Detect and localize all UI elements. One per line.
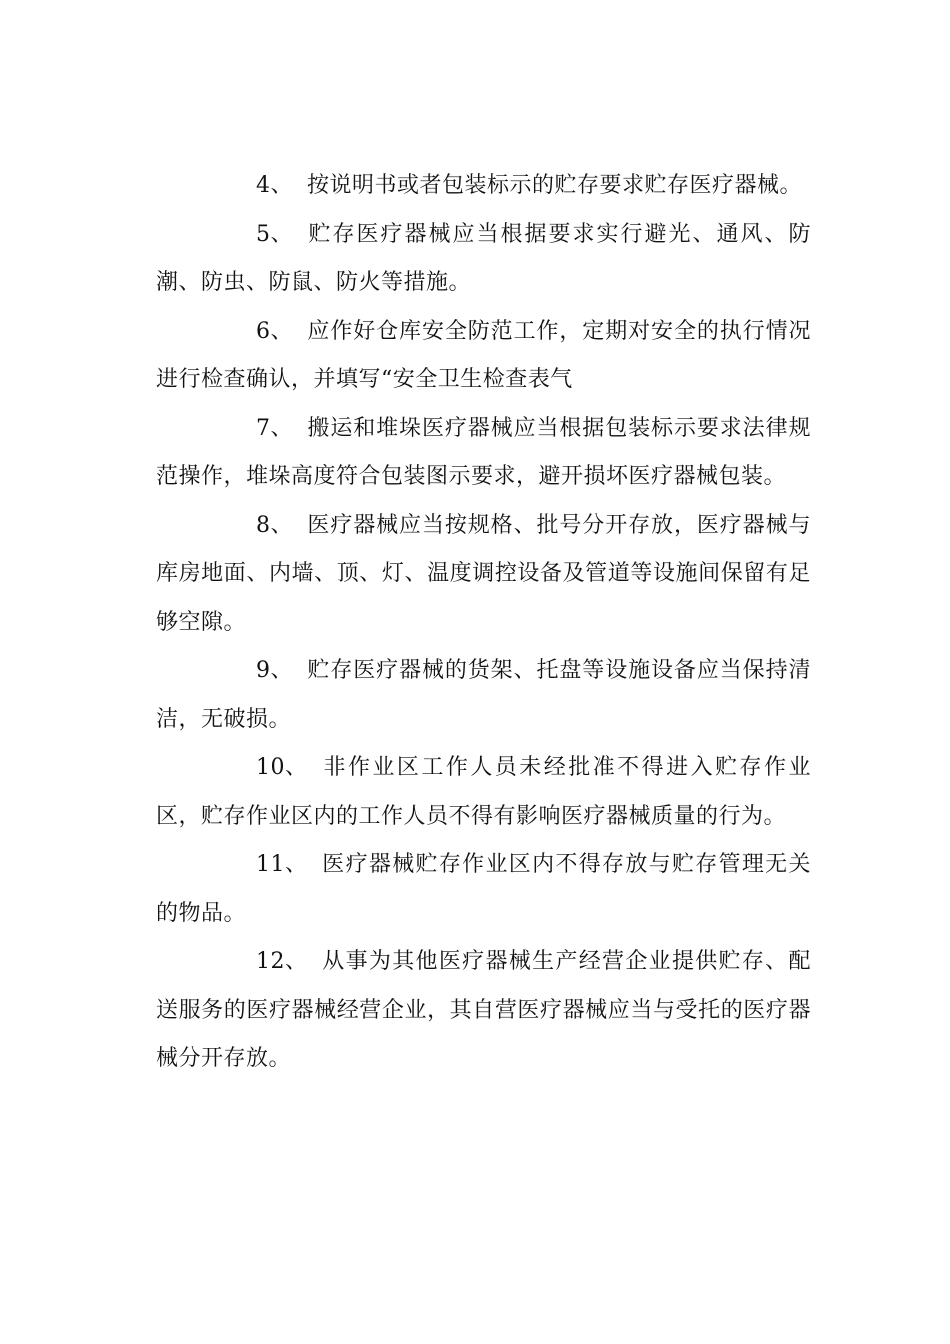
item-text: 从事为其他医疗器械生产经营企业提供贮存、配送服务的医疗器械经营企业，其自营医疗器械应当与受托的医疗器械分开存放。 bbox=[156, 949, 811, 1071]
paragraph-item-4 bbox=[156, 162, 811, 211]
item-text: 按说明书或者包装标示的贮存要求贮存医疗器械。 bbox=[307, 173, 803, 198]
paragraph-item-10 bbox=[156, 744, 811, 841]
item-text: 贮存医疗器械应当根据要求实行避光、通风、防潮、防虫、防鼠、防火等措施。 bbox=[156, 221, 811, 295]
item-text: 贮存医疗器械的货架、托盘等设施设备应当保持清洁，无破损。 bbox=[156, 658, 811, 732]
item-text: 医疗器械贮存作业区内不得存放与贮存管理无关的物品。 bbox=[156, 852, 811, 926]
paragraph-item-6 bbox=[156, 308, 811, 405]
item-number: 10、 bbox=[256, 755, 308, 780]
item-text: 应作好仓库安全防范工作，定期对安全的执行情况进行检查确认，并填写“安全卫生检查表气 bbox=[156, 318, 811, 392]
item-number: 12、 bbox=[256, 949, 308, 974]
document-body bbox=[156, 162, 811, 1084]
paragraph-item-8 bbox=[156, 502, 811, 648]
item-number: 7、 bbox=[256, 415, 293, 441]
item-number: 4、 bbox=[256, 173, 293, 198]
item-text: 非作业区工作人员未经批准不得进入贮存作业区，贮存作业区内的工作人员不得有影响医疗器械质量的行为。 bbox=[156, 755, 811, 829]
item-number: 8、 bbox=[256, 512, 293, 538]
paragraph-item-7 bbox=[156, 405, 811, 502]
paragraph-item-9 bbox=[156, 647, 811, 744]
paragraph-item-12 bbox=[156, 938, 811, 1084]
item-number: 5、 bbox=[256, 221, 293, 247]
item-number: 9、 bbox=[256, 658, 293, 683]
item-text: 医疗器械应当按规格、批号分开存放，医疗器械与库房地面、内墙、顶、灯、温度调控设备及管道等设施间保留有足够空隙。 bbox=[156, 512, 811, 635]
item-text: 搬运和堆垛医疗器械应当根据包装标示要求法律规范操作，堆垛高度符合包装图示要求，避开损坏医疗器械包装。 bbox=[156, 415, 811, 489]
item-number: 6、 bbox=[256, 318, 293, 344]
item-number: 11、 bbox=[256, 852, 308, 877]
paragraph-item-11 bbox=[156, 841, 811, 938]
paragraph-item-5 bbox=[156, 211, 811, 308]
